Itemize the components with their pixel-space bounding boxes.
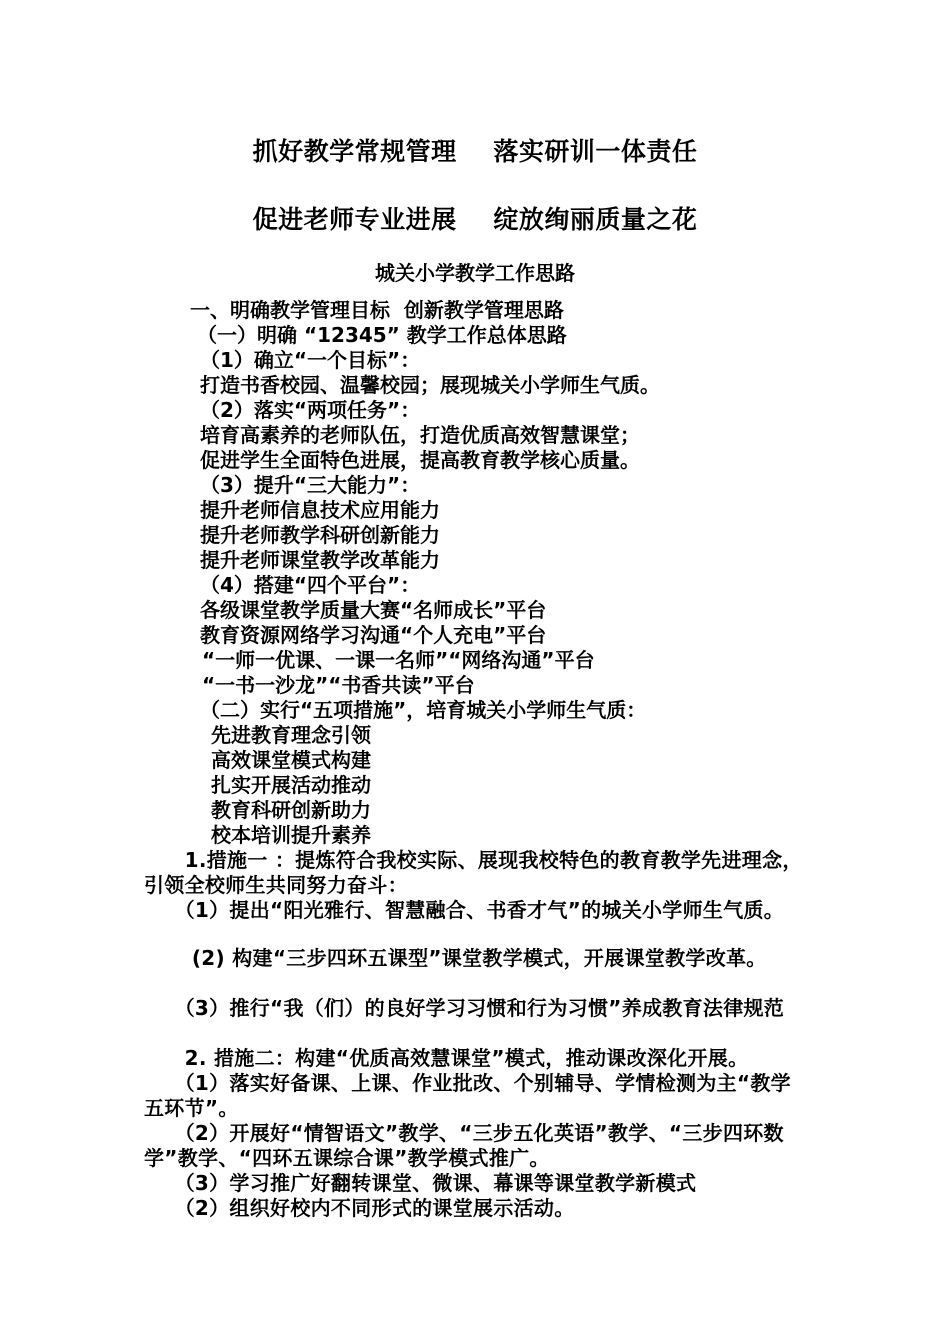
list-item: 教育资源网络学习沟通“个人充电”平台 <box>200 623 547 647</box>
list-item: 先进教育理念引领 <box>211 723 371 747</box>
paragraph: （3）推行“我（们）的良好学习习惯和行为习惯”养成教育法律规范 <box>144 996 785 1020</box>
document-subtitle: 城关小学教学工作思路 <box>375 261 575 285</box>
list-item: （4）搭建“四个平台”： <box>200 573 421 597</box>
paragraph: (2) 构建“三步四环五课型”课堂教学模式，开展课堂教学改革。 <box>144 946 767 970</box>
subsection-heading: （一）明确 “12345” 教学工作总体思路 <box>197 323 567 347</box>
list-item: 促进学生全面特色进展，提高教育教学核心质量。 <box>200 448 640 472</box>
list-item: 高效课堂模式构建 <box>211 748 371 772</box>
paragraph: （1）落实好备课、上课、作业批改、个别辅导、学情检测为主“教学五环节”。 <box>144 1071 791 1120</box>
document-title-line-1: 抓好教学常规管理 落实研训一体责任 <box>252 137 698 166</box>
subsection-heading: （二）实行“五项措施”，培育城关小学师生气质： <box>200 698 647 722</box>
list-item: （2）落实“两项任务”： <box>200 398 421 422</box>
list-item: （1）确立“一个目标”： <box>200 348 421 372</box>
list-item: 各级课堂教学质量大赛“名师成长”平台 <box>200 598 547 622</box>
list-item: （3）提升“三大能力”： <box>200 473 421 497</box>
list-item: 提升老师信息技术应用能力 <box>200 498 440 522</box>
list-item: 教育科研创新助力 <box>211 798 371 822</box>
list-item: 扎实开展活动推动 <box>211 773 371 797</box>
section-heading: 一、明确教学管理目标 创新教学管理思路 <box>190 298 564 322</box>
list-item: “一书一沙龙”“书香共读”平台 <box>202 673 475 697</box>
paragraph: （2）组织好校内不同形式的课堂展示活动。 <box>144 1196 575 1220</box>
paragraph: （2）开展好“情智语文”教学、“三步五化英语”教学、“三步四环数学”教学、“四环五课综合课”教学模式推广。 <box>144 1121 784 1170</box>
paragraph: （1）提出“阳光雅行、智慧融合、书香才气”的城关小学师生气质。 <box>144 898 785 922</box>
list-item: 培育高素养的老师队伍，打造优质高效智慧课堂； <box>200 423 640 447</box>
document-title-line-2: 促进老师专业进展 绽放绚丽质量之花 <box>252 205 698 234</box>
paragraph: 1.措施一 ：提炼符合我校实际、展现我校特色的教育教学先进理念，引领全校师生共同努力奋斗： <box>144 848 803 897</box>
list-item: “一师一优课、一课一名师”“网络沟通”平台 <box>202 648 595 672</box>
list-item: 提升老师课堂教学改革能力 <box>200 548 440 572</box>
list-item: 提升老师教学科研创新能力 <box>200 523 440 547</box>
list-item: 打造书香校园、温馨校园；展现城关小学师生气质。 <box>200 373 660 397</box>
list-item: 校本培训提升素养 <box>211 823 371 847</box>
paragraph: （3）学习推广好翻转课堂、微课、幕课等课堂教学新模式 <box>144 1171 697 1195</box>
paragraph: 2. 措施二：构建“优质高效慧课堂”模式，推动课改深化开展。 <box>144 1046 749 1070</box>
